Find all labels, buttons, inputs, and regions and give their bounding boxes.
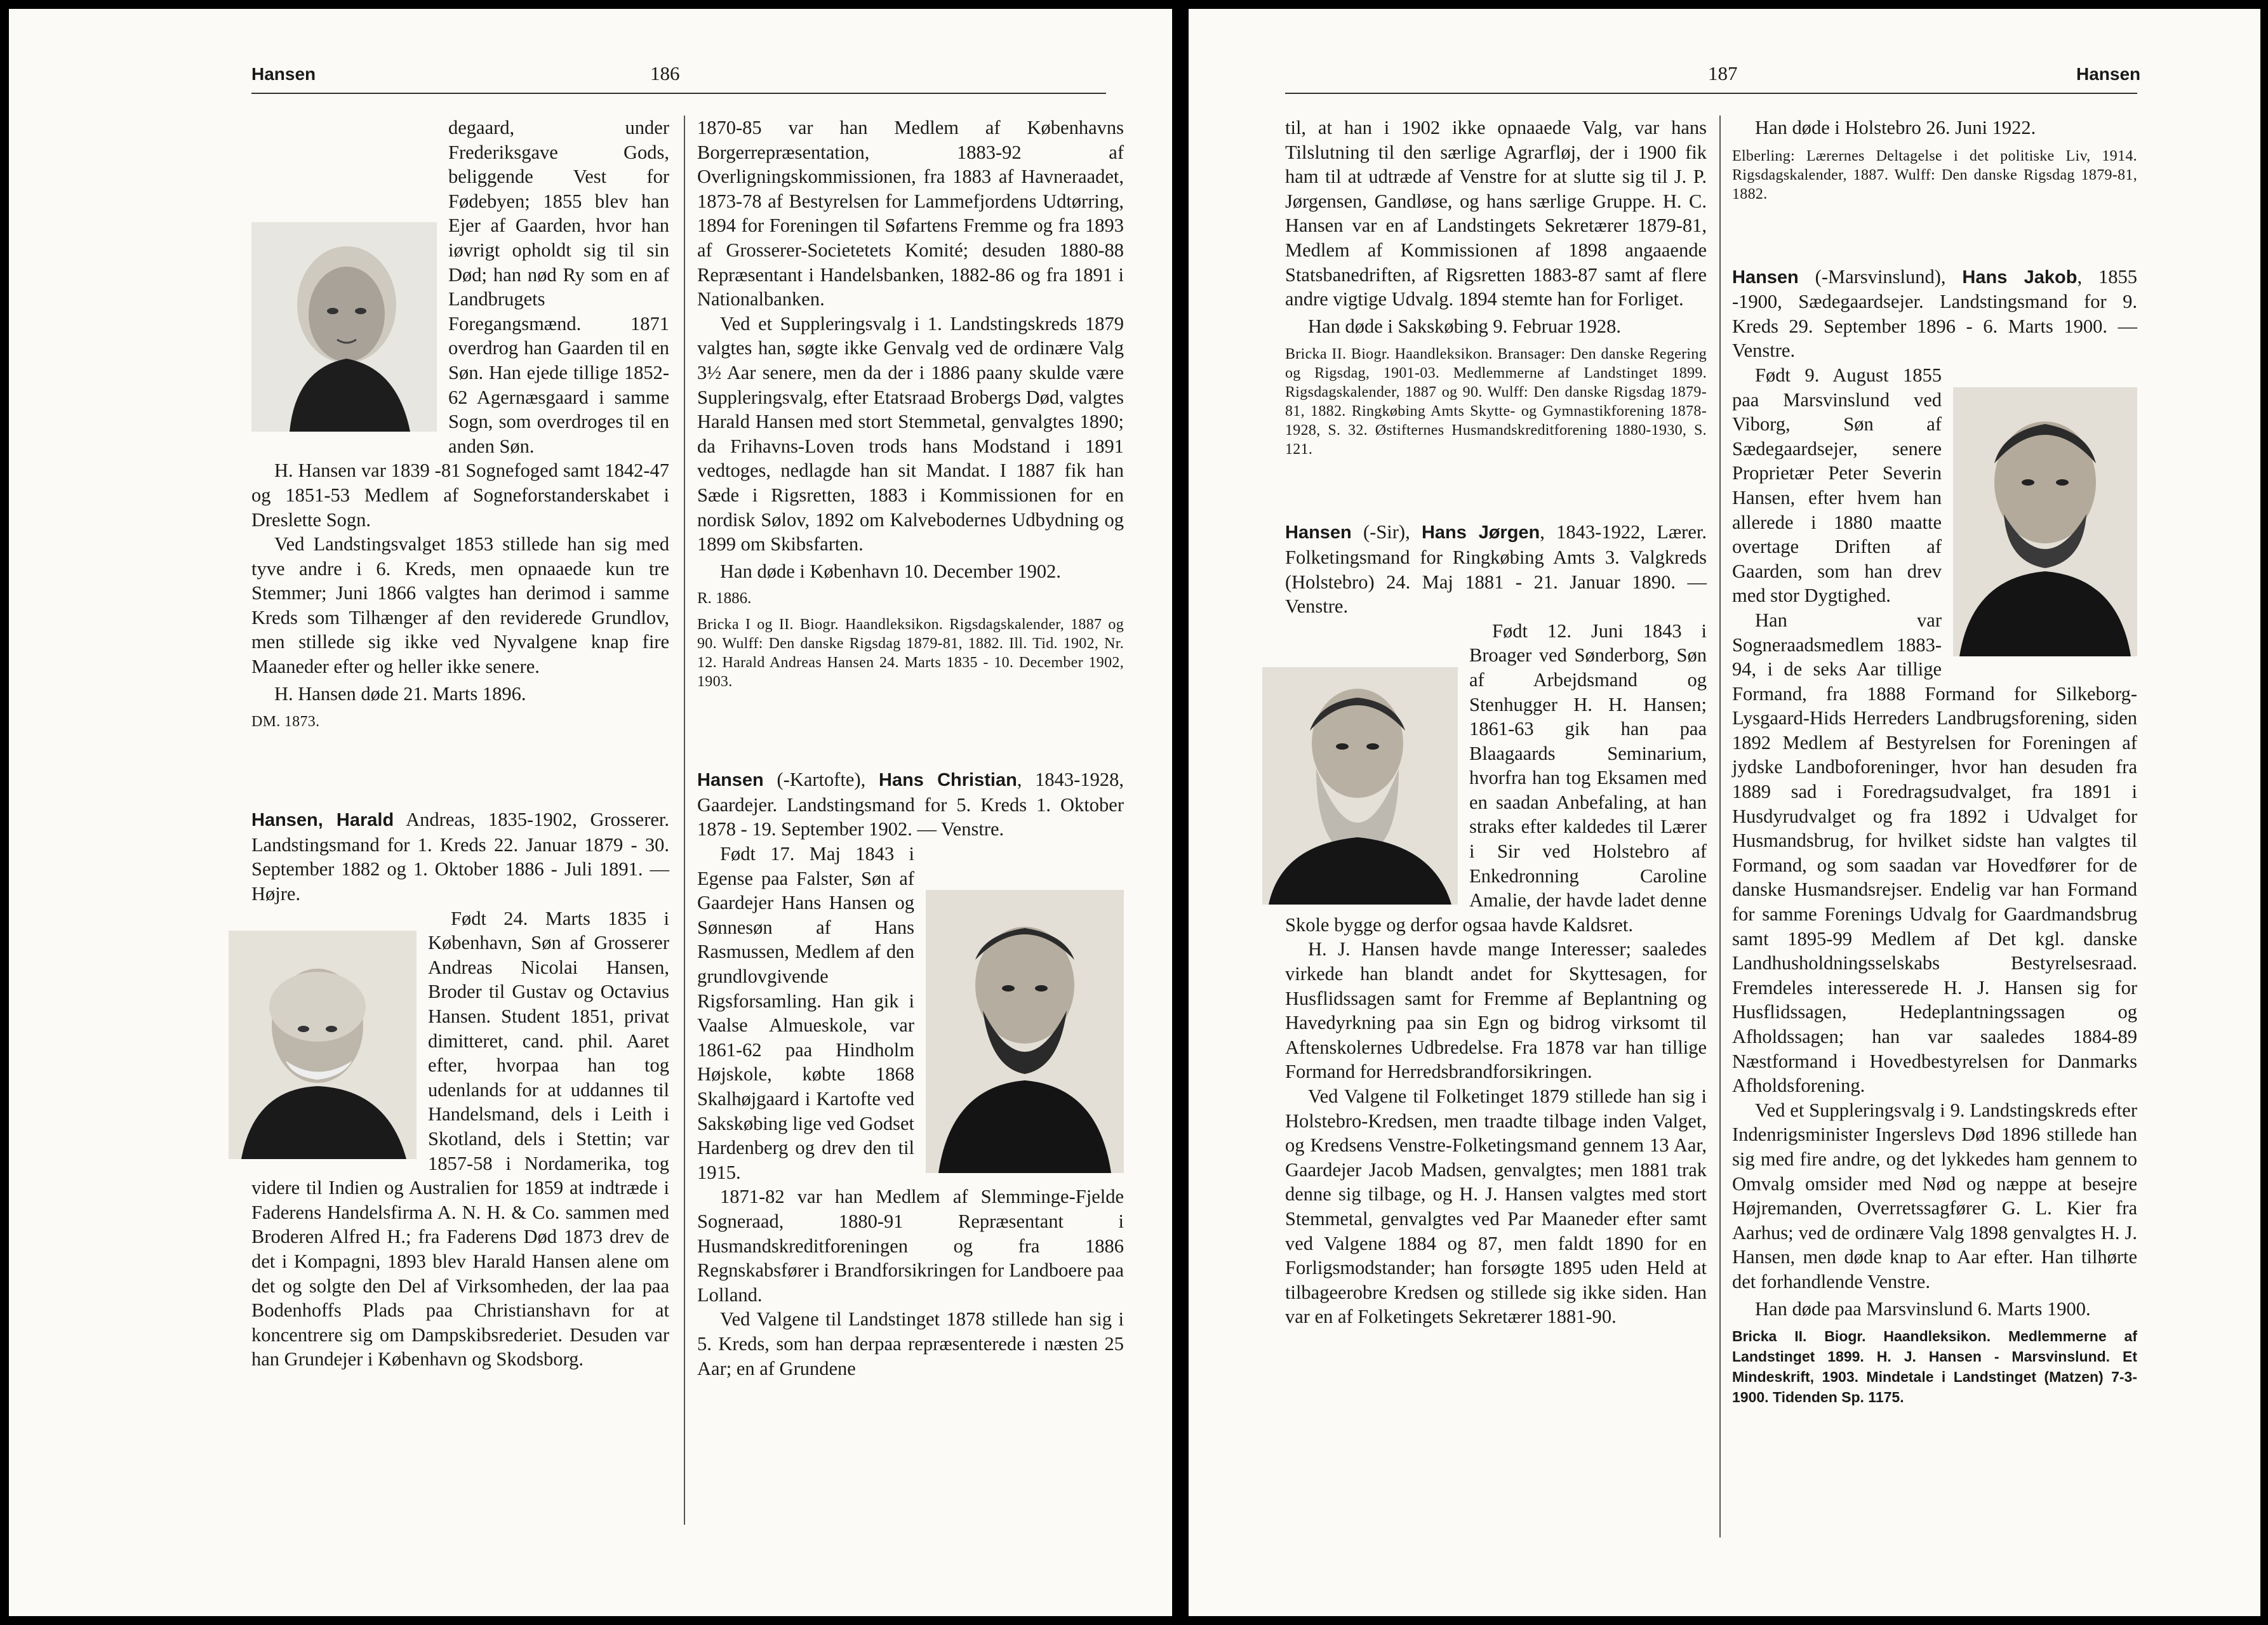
reference-note: Elberling: Lærernes Deltagelse i det politiske Liv, 1914. Rigsdagskalender, 1887. Wulff: Den danske Rigsdag 1879-81, 1882.: [1732, 147, 2137, 202]
portrait-photo-mustached-bearded-man: [1953, 387, 2137, 656]
paragraph: Ved Valgene til Folketinget 1879 stillede han sig i Holstebro-Kredsen, men traadte tilbage inden Valget, og Kredsens Venstre-Folketingsmand gennem 13 Aar, Gaardejer Jacob Madsen, genvalgtes; men 1881 trak denne sig tilbage, og H. J. Hansen valgtes med stort Stemmetal, genvalgtes ved Par Maaneder efter samt ved Valgene 1884 og 87, men faldt 1890 for en Forligsmodstander; han forsøgte 1895 uden Held at tilbageerobre Kredsen og stillede sig ikke siden. Han var en af Folketingets Sekretærer 1881-90.: [1285, 1085, 1707, 1328]
paragraph: Født 9. August 1855 paa Marsvinslund ved Viborg, Søn af Sædegaardsejer, senere Proprietær Peter Severin Hansen, efter hvem han allerede i 1880 maatte overtage Driften af Gaarden, som han drev med stor Dygtighed.: [1732, 363, 2137, 608]
paragraph: til, at han i 1902 ikke opnaaede Valg, var hans Tilslutning til den særlige Agrarfløj, der i 1900 fik ham til at udtræde af Venstre for at slutte sig til J. P. Jørgensen, Gandløse, og hans særlige Gruppe. H. C. Hansen var en af Landstingets Sekretærer 1879-81, Medlem af Kommissionen af 1898 angaaende Statsbanedriften, af Rigsretten 1883-87 samt af flere andre vigtige Udvalg. 1894 stemte han for Forliget.: [1285, 117, 1707, 310]
column-divider: [684, 116, 685, 1525]
death-note: Han døde i København 10. December 1902.: [720, 560, 1061, 582]
death-note: Han døde paa Marsvinslund 6. Marts 1900.: [1755, 1297, 2091, 1320]
portrait-photo-elderly-man: [251, 222, 437, 432]
paragraph: Ved et Suppleringsvalg i 9. Landstingskreds efter Indenrigsminister Ingerslevs Død 1896 stillede han sig med fire andre, og det lykkedes ham gennem to Omvalg omsider med Nød og næppe at besejre Højremanden, Overretssagfører G. L. Kier fra Aarhus; ved de ordinære Valg 1898 genvalgtes H. J. Hansen, men døde knap to Aar efter. Han tilhørte det forhandlende Venstre.: [1732, 1099, 2137, 1292]
entry-heading: Hansen (-Marsvinslund), Hans Jakob, 1855 -1900, Sædegaardsejer. Landstingsmand for 9. Kreds 29. September 1896 - 6. Marts 1900. — Venstre.: [1732, 265, 2137, 362]
right-page: [1189, 9, 2260, 1616]
reference-note: DM. 1873.: [251, 713, 320, 731]
death-note: Han døde i Sakskøbing 9. Februar 1928.: [1308, 315, 1622, 337]
left-page: [9, 9, 1172, 1616]
right-column-2: [1732, 116, 2137, 1407]
entry-heading: Hansen (-Sir), Hans Jørgen, 1843-1922, Lærer. Folketingsmand for Ringkøbing Amts 3. Valgkreds (Holstebro) 24. Maj 1881 - 21. Januar 1890. — Venstre.: [1285, 521, 1707, 618]
reference-note: Bricka II. Biogr. Haandleksikon. Medlemmerne af Landstinget 1899. H. J. Hansen - Marsvinslund. Et Mindeskrift, 1903. Mindetale i Landstinget (Matzen) 7-3-1900. Tidenden Sp. 1175.: [1732, 1328, 2137, 1406]
paragraph: 1870-85 var han Medlem af Københavns Borgerrepræsentation, 1883-92 af Overligningskommissionen, fra 1883 af Havneraadet, 1873-78 af Bestyrelsen for Lammefjordens Udtørring, 1894 for Foreningen til Søfartens Fremme og fra 1893 af Grosserer-Societetets Komité; desuden 1880-88 Repræsentant i Handelsbanken, 1882-86 og fra 1891 i Nationalbanken.: [697, 117, 1124, 310]
order-note: R. 1886.: [697, 590, 752, 607]
paragraph: Ved Valgene til Landstinget 1878 stillede han sig i 5. Kreds, som han derpaa repræsenterede i næsten 25 Aar; en af Grundene: [697, 1308, 1124, 1379]
right-column-1: [1285, 116, 1707, 1329]
paragraph: Ved Landstingsvalget 1853 stillede han sig med tyve andre i 6. Kreds, men opnaaede kun tre Stemmer; Juni 1866 valgtes han derimod i samme Kreds som Tilhænger af den reviderede Grundlov, men stillede sig ikke ved Nyvalgene knap fire Maaneder efter og heller ikke senere.: [251, 533, 669, 678]
reference-note: Bricka II. Biogr. Haandleksikon. Bransager: Den danske Regering og Rigsdag, 1901-03. Medlemmerne af Landstinget 1899. Rigsdagskalender, 1887 og 90. Wulff: Den danske Rigsdag 1879-81, 1882. Ringkøbing Amts Skytte- og Gymnastikforening 1878-1928, S. 32. Østifternes Husmandskreditforening 1880-1930, S. 121.: [1285, 346, 1707, 458]
page-number: 187: [1708, 62, 1738, 84]
paragraph: Født 24. Marts 1835 i København, Søn af Grosserer Andreas Nicolai Hansen, Broder til Gustav og Octavius Hansen. Student 1851, privat dimitteret, cand. phil. Aaret efter, hvorpaa han tog udenlands for at uddannes til Handelsmand, dels i Leith i Skotland, dels i Stettin; var 1857-58 i Nordamerika, tog videre til Indien og Australien for 1859 at indtræde i Faderens Handelsfirma A. N. H. & Co. sammen med Broderen Alfred H.; fra Faderens Død 1873 drev de det i Kompagni, 1893 blev Harald Hansen alene om det og solgte den Del af Virksomheden, der laa paa Bodenhoffs Plads paa Christianshavn for at koncentrere sig om Dampskibsrederiet. Desuden var han Grundejer i København og Skodsborg.: [251, 906, 669, 1372]
running-head-name: Hansen: [251, 64, 316, 84]
paragraph: Ved et Suppleringsvalg i 1. Landstingskreds 1879 valgtes han, søgte ikke Genvalg ved de ordinære Valg 3½ Aar senere, men da der i 1886 paany skulde være Suppleringsvalg, efter Etatsraad Brobergs Død, valgtes Harald Hansen med stort Stemmetal, genvalgtes 1890; da Frihavns-Loven trods hans Modstand i 1891 vedtoges, nedlagde han sit Mandat. I 1887 fik han Sæde i Rigsretten, 1883 i Kommissionen for en nordisk Sølov, 1892 om Kalvebodernes Udbydning og 1899 om Skibsfarten.: [697, 312, 1124, 555]
paragraph: H. J. Hansen havde mange Interesser; saaledes virkede han blandt andet for Skyttesagen, for Husflidssagen samt for Fremme af Beplantning og Havedyrkning paa sin Egn og bidrog virksomt til Aftenskolernes Udbredelse. Fra 1878 var han tillige Formand for Herredsbrandforsikringen.: [1285, 938, 1707, 1083]
paragraph: Han var Sogneraadsmedlem 1883-94, i de seks Aar tillige Formand, fra 1888 Formand for Silkeborg-Lysgaard-Hids Herreders Landbrugsforening, siden 1892 Medlem af Bestyrelsen for Foreningen af jydske Landboforeninger, hvor han desuden fra 1889 sad i Foredragsudvalget, fra 1891 i Husdyrudvalget og fra 1892 i Udvalget for Husmandsbrug, for hvilket sidste han valgtes til Formand, og som saadan var Hovedfører for de danske Husmandsrejser. Endelig var han Formand for samme Forenings Udvalg for Gaardmandsbrug samt 1895-99 Medlem af Det kgl. danske Landhusholdningsselskabs Bestyrelsesraad. Fremdeles interesserede H. J. Hansen sig for Husflidssagen, Hedeplantningssagen og Afholdssagen; han var saaledes 1884-89 Næstformand i Hovedbestyrelsen for Danmarks Afholdsforening.: [1732, 609, 2137, 1097]
page-number: 186: [650, 62, 680, 84]
death-note: H. Hansen døde 21. Marts 1896.: [274, 682, 526, 705]
column-divider: [1719, 116, 1721, 1537]
portrait-photo-bearded-man: [926, 890, 1124, 1173]
left-column-1: [251, 116, 669, 1372]
header-rule: [251, 93, 1106, 94]
paragraph: 1871-82 var han Medlem af Slemminge-Fjelde Sogneraad, 1880-91 Repræsentant i Husmandskreditforeningen og fra 1886 Regnskabsfører i Brandforsikringen for Landboere paa Lolland.: [697, 1186, 1124, 1306]
portrait-photo-long-bearded-man: [1262, 667, 1458, 905]
reference-note: Bricka I og II. Biogr. Haandleksikon. Rigsdagskalender, 1887 og 90. Wulff: Den danske Rigsdag 1879-81, 1882. Ill. Tid. 1902, Nr. 12. Harald Andreas Hansen 24. Marts 1835 - 10. December 1902, 1903.: [697, 616, 1124, 691]
entry-heading: Hansen (-Kartofte), Hans Christian, 1843-1928, Gaardejer. Landstingsmand for 5. Kreds 1. Oktober 1878 - 19. September 1902. — Venstre.: [697, 769, 1124, 840]
entry-heading: Hansen, Harald Andreas, 1835-1902, Grosserer. Landstingsmand for 1. Kreds 22. Januar 1879 - 30. September 1882 og 1. Oktober 1886 - Juli 1891. — Højre.: [251, 809, 669, 905]
paragraph: Født 17. Maj 1843 i Egense paa Falster, Søn af Gaardejer Hans Hansen og Sønnesøn af Hans Rasmussen, Medlem af den grundlovgivende Rigsforsamling. Han gik i Vaalse Almueskole, var 1861-62 paa Hindholm Højskole, købte 1868 Skalhøjgaard i Kartofte ved Sakskøbing lige ved Godset Hardenberg og drev den til 1915.: [697, 842, 1124, 1184]
paragraph: Født 12. Juni 1843 i Broager ved Sønderborg, Søn af Arbejdsmand og Stenhugger H. H. Hansen; 1861-63 gik han paa Blaagaards Seminarium, hvorfra han tog Eksamen med en saadan Anbefaling, at han straks efter kaldedes til Lærer i Sir ved Holstebro af Enkedronning Caroline Amalie, der havde ladet denne Skole bygge og derfor ogsaa havde Kaldsret.: [1285, 619, 1707, 938]
paragraph: H. Hansen var 1839 -81 Sognefoged samt 1842-47 og 1851-53 Medlem af Sogneforstanderskabet i Dreslette Sogn.: [251, 460, 669, 531]
death-note: Han døde i Holstebro 26. Juni 1922.: [1755, 117, 2036, 138]
portrait-photo-moustached-man: [229, 931, 417, 1159]
left-column-2: [697, 116, 1124, 1381]
running-head-name: Hansen: [2076, 64, 2141, 84]
header-rule: [1285, 93, 2137, 94]
paragraph: degaard, under Frederiksgave Gods, beliggende Vest for Fødebyen; 1855 blev han Ejer af Gaarden, hvor han iøvrigt opholdt sig til sin Død; han nød Ry som en af Landbrugets Foregangsmænd. 1871 overdrog han Gaarden til en Søn. Han ejede tillige 1852-62 Agernæsgaard i samme Sogn, som overdroges til en anden Søn.: [251, 116, 669, 458]
